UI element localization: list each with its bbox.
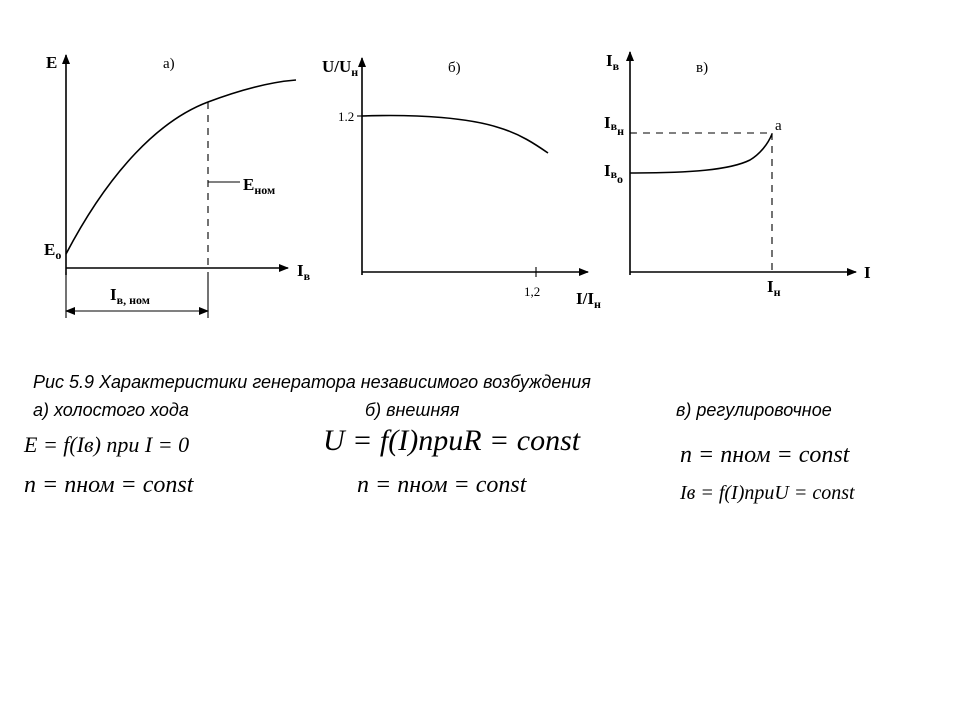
panel-b-letter: б) bbox=[448, 60, 461, 76]
panel-a-e0-label: $E_о$ bbox=[44, 240, 62, 262]
panel-c-x-label: I bbox=[864, 263, 871, 282]
panel-b-x-label: $I/I_н$ bbox=[576, 289, 601, 311]
panel-c-point-label: а bbox=[775, 118, 782, 134]
panel-a-x-label: $I_в$ bbox=[297, 261, 311, 283]
panel-a-curve bbox=[66, 80, 296, 254]
panel-c-iv0-label: $Iв_о$ bbox=[604, 161, 624, 186]
caption-a: а) холостого хода bbox=[33, 400, 189, 420]
panel-c-in-label: $I_н$ bbox=[767, 277, 781, 299]
panel-b-x-tick-label: 1,2 bbox=[524, 284, 541, 299]
formula-b-1: U = f(I)пpuR = const bbox=[323, 424, 581, 457]
formula-b-2: n = nном = const bbox=[357, 472, 527, 498]
caption-c: в) регулировочное bbox=[676, 400, 832, 420]
figure-caption-title: Рис 5.9 Характеристики генератора независимого возбуждения bbox=[33, 372, 591, 392]
panel-a-letter: а) bbox=[163, 56, 175, 72]
panel-b-y-tick-label: 1.2 bbox=[338, 109, 355, 124]
panel-a-inom-label: $I_{в, ном}$ bbox=[110, 285, 150, 307]
panel-a-y-label: E bbox=[46, 53, 58, 72]
panel-c-ivn-label: $Iв_н$ bbox=[604, 113, 625, 138]
panel-b-curve bbox=[362, 116, 548, 154]
panel-c-regulating-characteristic bbox=[604, 51, 871, 299]
panel-b-y-label: $U/U_н$ bbox=[322, 57, 359, 79]
caption-b: б) внешняя bbox=[365, 400, 460, 420]
panel-b-external-characteristic bbox=[322, 57, 601, 311]
formula-a-2: n = nном = const bbox=[24, 472, 194, 498]
panel-a-enom-label: $E_{ном}$ bbox=[243, 175, 276, 197]
formula-a-1: E = f(Iв) при I = 0 bbox=[24, 432, 190, 457]
panel-c-letter: в) bbox=[696, 60, 709, 76]
panel-a-no-load-characteristic bbox=[44, 53, 311, 318]
panel-c-curve bbox=[630, 134, 772, 173]
formula-c-1: n = nном = const bbox=[680, 442, 850, 468]
formula-c-2: Iв = f(I)пpuU = const bbox=[680, 482, 855, 504]
panel-c-y-label: $I_в$ bbox=[606, 51, 620, 73]
